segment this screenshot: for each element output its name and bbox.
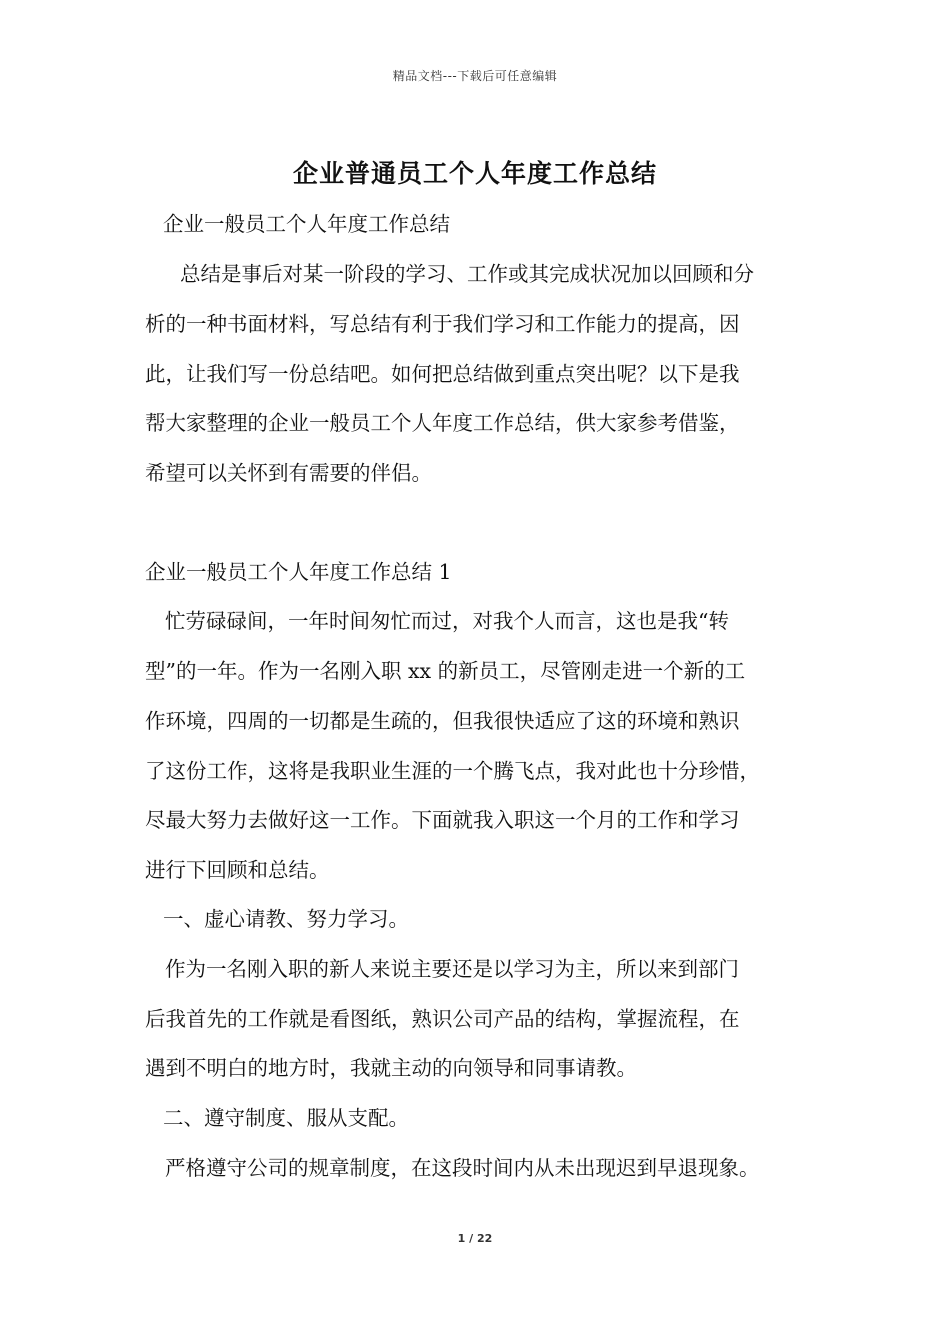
header-note: 精品文档---下载后可任意编辑 (392, 69, 558, 83)
list-heading: 二、遵守制度、服从支配。 (163, 1106, 409, 1130)
document-title: 企业普通员工个人年度工作总结 (292, 159, 657, 188)
paragraph-line: 后我首先的工作就是看图纸，熟识公司产品的结构，掌握流程，在 (145, 1007, 740, 1031)
paragraph-line: 进行下回顾和总结。 (145, 858, 330, 882)
subtitle-line: 企业一般员工个人年度工作总结 (163, 212, 450, 236)
paragraph-line: 希望可以关怀到有需要的伴侣。 (145, 461, 432, 485)
paragraph-line: 了这份工作，这将是我职业生涯的一个腾飞点，我对此也十分珍惜， (145, 759, 760, 783)
paragraph-line: 此，让我们写一份总结吧。如何把总结做到重点突出呢？以下是我 (145, 362, 740, 386)
paragraph-line: 总结是事后对某一阶段的学习、工作或其完成状况加以回顾和分 (180, 262, 754, 286)
list-heading: 一、虚心请教、努力学习。 (163, 907, 409, 931)
paragraph-line: 作为一名刚入职的新人来说主要还是以学习为主，所以来到部门 (165, 957, 739, 981)
section-heading: 企业一般员工个人年度工作总结 1 (145, 560, 452, 584)
paragraph-line: 作环境，四周的一切都是生疏的，但我很快适应了这的环境和熟识 (145, 709, 740, 733)
page-number: 1 / 22 (457, 1232, 493, 1245)
paragraph-line: 型”的一年。作为一名刚入职 xx 的新员工，尽管刚走进一个新的工 (145, 659, 746, 683)
paragraph-line: 遇到不明白的地方时，我就主动的向领导和同事请教。 (145, 1056, 637, 1080)
paragraph-line: 析的一种书面材料，写总结有利于我们学习和工作能力的提高，因 (145, 312, 740, 336)
paragraph-line: 尽最大努力去做好这一工作。下面就我入职这一个月的工作和学习 (145, 808, 740, 832)
paragraph-line: 帮大家整理的企业一般员工个人年度工作总结，供大家参考借鉴， (145, 411, 740, 435)
paragraph-line: 严格遵守公司的规章制度，在这段时间内从未出现迟到早退现象。 (165, 1156, 760, 1180)
paragraph-line: 忙劳碌碌间，一年时间匆忙而过，对我个人而言，这也是我“转 (165, 609, 729, 633)
